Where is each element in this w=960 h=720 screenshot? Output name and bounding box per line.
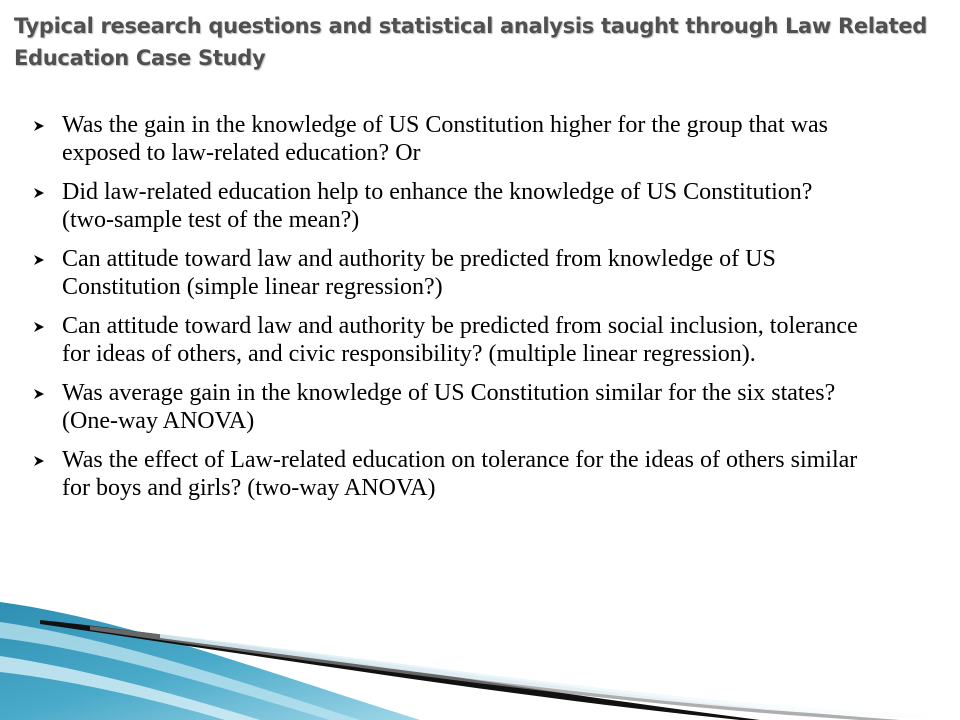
bullet-item [30, 245, 870, 301]
arrowhead-bullet-icon [33, 388, 45, 400]
bullet-item [30, 312, 870, 368]
bullet-item [30, 111, 870, 167]
decorative-swoosh-graphic [0, 560, 960, 720]
bullet-text: Was average gain in the knowledge of US Constitution similar for the six states? (One-way ANOVA) [62, 380, 836, 434]
bullet-item [30, 379, 870, 435]
arrowhead-bullet-icon [33, 120, 45, 132]
bullet-text: Did law-related education help to enhance the knowledge of US Constitution? (two-sample test of the mean?) [62, 179, 813, 233]
bullet-item [30, 446, 870, 502]
bullet-text: Can attitude toward law and authority be predicted from knowledge of US Constitution (simple linear regression?) [62, 246, 776, 300]
bullet-list [30, 111, 870, 513]
bullet-text: Was the gain in the knowledge of US Constitution higher for the group that was exposed to law-related education? Or [62, 112, 828, 166]
arrowhead-bullet-icon [33, 187, 45, 199]
arrowhead-bullet-icon [33, 455, 45, 467]
bullet-text: Was the effect of Law-related education on tolerance for the ideas of others similar for boys and girls? (two-way ANOVA) [62, 447, 858, 501]
bullet-text: Can attitude toward law and authority be predicted from social inclusion, tolerance for ideas of others, and civic responsibility? (multiple linear regression). [62, 313, 858, 367]
slide-title: Typical research questions and statistical analysis taught through Law Related Education Case Study [14, 14, 928, 70]
arrowhead-bullet-icon [33, 321, 45, 333]
bullet-item [30, 178, 870, 234]
arrowhead-bullet-icon [33, 254, 45, 266]
